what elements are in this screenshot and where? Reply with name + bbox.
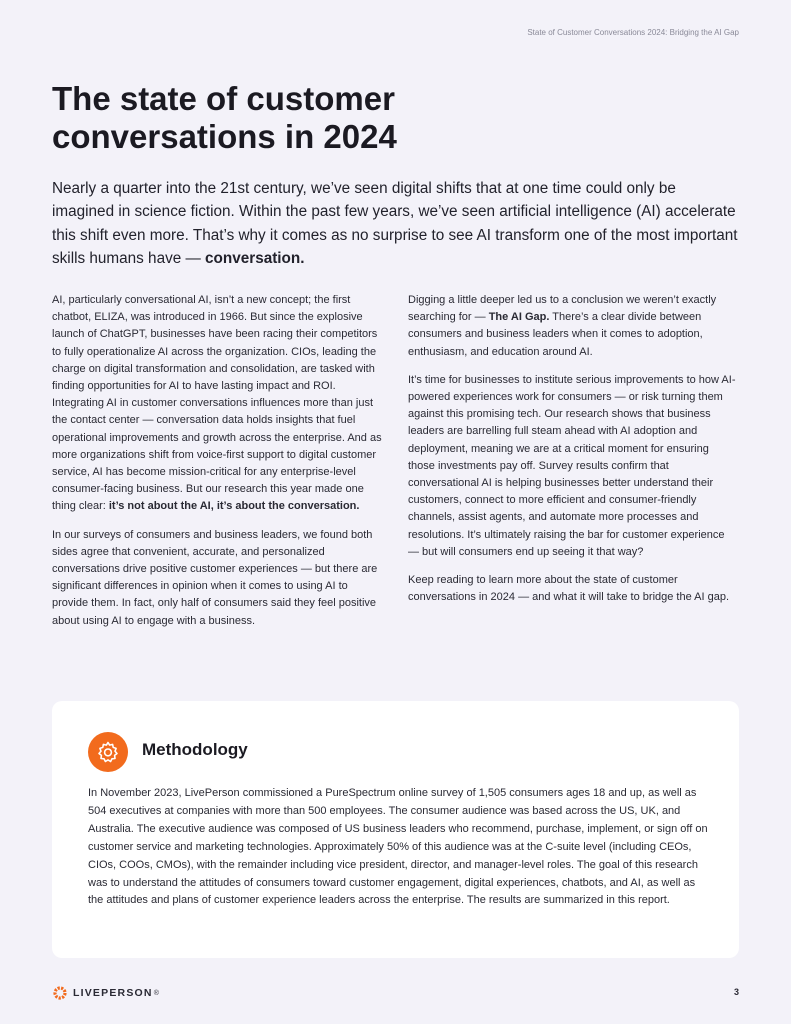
right-p1-post: There’s a clear divide between consumers and business leaders when it comes to adoption, enthusiasm, and education around AI.: [408, 311, 703, 358]
lead-paragraph: [52, 177, 742, 271]
left-paragraph-2: In our surveys of consumers and business leaders, we found both sides agree that convenient, accurate, and personalized conversations drive positive customer experiences — but there are significant differences in opinion when it comes to using AI to provide them. In fact, only half of consumers said they feel positive about using AI to engage with a business.: [52, 528, 378, 627]
right-paragraph-3: Keep reading to learn more about the state of customer conversations in 2024 — and what it will take to bridge the AI gap.: [408, 574, 730, 604]
logo-registered-mark: ®: [153, 989, 159, 997]
methodology-title: Methodology: [142, 740, 248, 759]
liveperson-logo: [52, 985, 159, 1001]
left-p1-text: AI, particularly conversational AI, isn’t a new concept; the first chatbot, ELIZA, was introduced in 1966. But since the explosive launch of ChatGPT, businesses have been racing their competitors to fully operationalize AI across the organization. CIOs, leading the charge on digital transformation and consolidation, are tasked with finding opportunities for AI to have lasting impact and ROI. Integrating AI in customer conversations influences more than just the contact center — conversation data holds insights that fuel operational improvements and growth across the enterprise. And as more organizations shift from voice-first support to digital customer service, AI has become mission-critical for any enterprise-level consumer-facing business. But our research this year made one thing clear:: [52, 294, 382, 513]
right-paragraph-1: [408, 292, 738, 361]
liveperson-logo-mark-icon: [52, 985, 68, 1001]
logo-text: LIVEPERSON: [73, 987, 153, 999]
right-p1-pre: Digging a little deeper led us to a conclusion we weren’t exactly searching for —: [408, 294, 717, 324]
right-paragraph-2: It’s time for businesses to institute serious improvements to how AI-powered experiences work for consumers — or risk turning them against this promising tech. Our research shows that business leaders are barrelling full steam ahead with AI adoption and deployment, meaning we are at a critical moment for ensuring those investments pay off. Survey results confirm that conversational AI is helping businesses better understand their customers, connect to more efficient and consumer-friendly channels, assist agents, and automate more processes and resolutions. It’s ultimately raising the bar for customer experience — but will consumers end up seeing it that way?: [408, 373, 736, 558]
page-title: The state of customer conversations in 2024: [52, 80, 397, 155]
methodology-card: [52, 701, 739, 958]
left-paragraph-1: [52, 292, 382, 516]
lead-text: Nearly a quarter into the 21st century, we’ve seen digital shifts that at one time could only be imagined in science fiction. Within the past few years, we’ve seen artificial intelligence (AI) accelerate this shift even more. That’s why it comes as no surprise to see AI transform one of the most important skills humans have —: [52, 180, 738, 268]
gear-icon: [88, 732, 128, 772]
lead-bold-text: conversation.: [205, 250, 305, 268]
methodology-body: In November 2023, LivePerson commissioned a PureSpectrum online survey of 1,505 consumers ages 18 and up, as well as 504 executives at companies with more than 500 employees. The consumer audience was based across the US, UK, and Australia. The executive audience was composed of US business leaders who recommend, purchase, implement, or sign off on customer service and marketing technologies. Approximately 50% of this audience was at the C-suite level (including CEOs, CIOs, COOs, CMOs), with the remainder including vice president, director, and manager-level roles. The goal of this research was to understand the attitudes of consumers toward customer engagement, digital experiences, chatbots, and AI, as well as the attitudes and plans of customer experience leaders across the enterprise. The results are summarized in this report.: [88, 787, 708, 907]
running-header: State of Customer Conversations 2024: Bridging the AI Gap: [527, 28, 739, 37]
left-column: [52, 292, 382, 641]
left-p1-bold: it’s not about the AI, it’s about the conversation.: [108, 500, 360, 513]
right-p1-bold: The AI Gap.: [488, 311, 550, 324]
right-column: [408, 292, 738, 617]
page-number: 3: [733, 987, 739, 997]
